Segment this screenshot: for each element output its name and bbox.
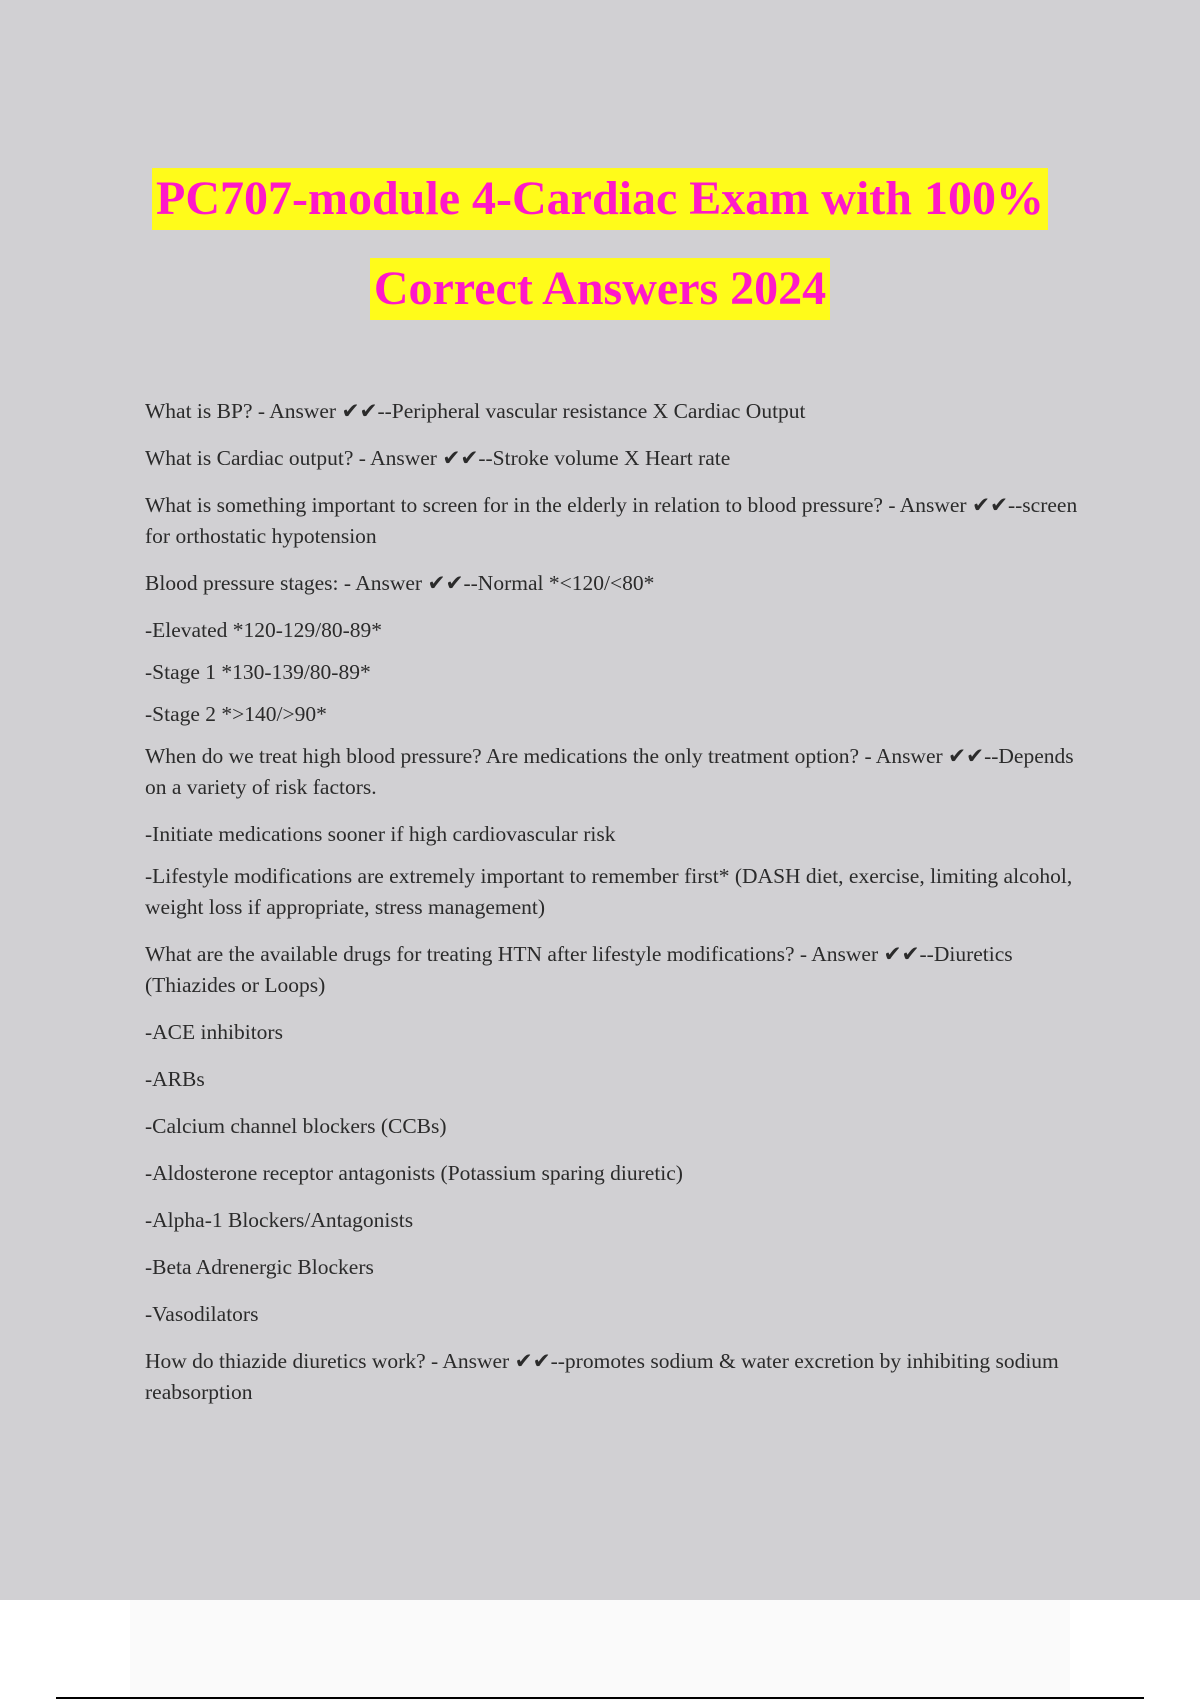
- paragraph: -Stage 1 *130-139/80-89*: [145, 660, 371, 684]
- footer-divider: [56, 1697, 1144, 1699]
- page-footer: [130, 1600, 1070, 1700]
- paragraph: When do we treat high blood pressure? Are medications the only treatment option? - Answer ✔✔--Depends on a variety of risk factors.: [145, 744, 1074, 799]
- paragraph: -ACE inhibitors: [145, 1020, 283, 1044]
- paragraph: -Stage 2 *>140/>90*: [145, 702, 327, 726]
- paragraph: -Alpha-1 Blockers/Antagonists: [145, 1208, 414, 1232]
- paragraph: -Initiate medications sooner if high cardiovascular risk: [145, 822, 616, 846]
- title-line-2: Correct Answers 2024: [370, 258, 830, 320]
- paragraph: -Lifestyle modifications are extremely important to remember first* (DASH diet, exercise, limiting alcohol, weight loss if appropriate, stress management): [145, 864, 1073, 919]
- paragraph: What is Cardiac output? - Answer ✔✔--Stroke volume X Heart rate: [145, 446, 731, 470]
- paragraph: -Beta Adrenergic Blockers: [145, 1255, 374, 1279]
- document-body: [145, 396, 1085, 1424]
- paragraph: -Calcium channel blockers (CCBs): [145, 1114, 447, 1138]
- paragraph: What is something important to screen for in the elderly in relation to blood pressure? - Answer ✔✔--screen for orthostatic hypotension: [145, 493, 1078, 548]
- title-line-1: PC707-module 4-Cardiac Exam with 100%: [152, 168, 1048, 230]
- paragraph: How do thiazide diuretics work? - Answer ✔✔--promotes sodium & water excretion by inhibiting sodium reabsorption: [145, 1349, 1059, 1404]
- paragraph: Blood pressure stages: - Answer ✔✔--Normal *<120/<80*: [145, 571, 655, 595]
- paragraph: What is BP? - Answer ✔✔--Peripheral vascular resistance X Cardiac Output: [145, 399, 806, 423]
- paragraph: -Aldosterone receptor antagonists (Potassium sparing diuretic): [145, 1161, 683, 1185]
- paragraph: -Elevated *120-129/80-89*: [145, 618, 383, 642]
- paragraph: -Vasodilators: [145, 1302, 259, 1326]
- document-title: [0, 168, 1200, 320]
- paragraph: -ARBs: [145, 1067, 205, 1091]
- paragraph: What are the available drugs for treating HTN after lifestyle modifications? - Answer ✔✔--Diuretics (Thiazides or Loops): [145, 942, 1013, 997]
